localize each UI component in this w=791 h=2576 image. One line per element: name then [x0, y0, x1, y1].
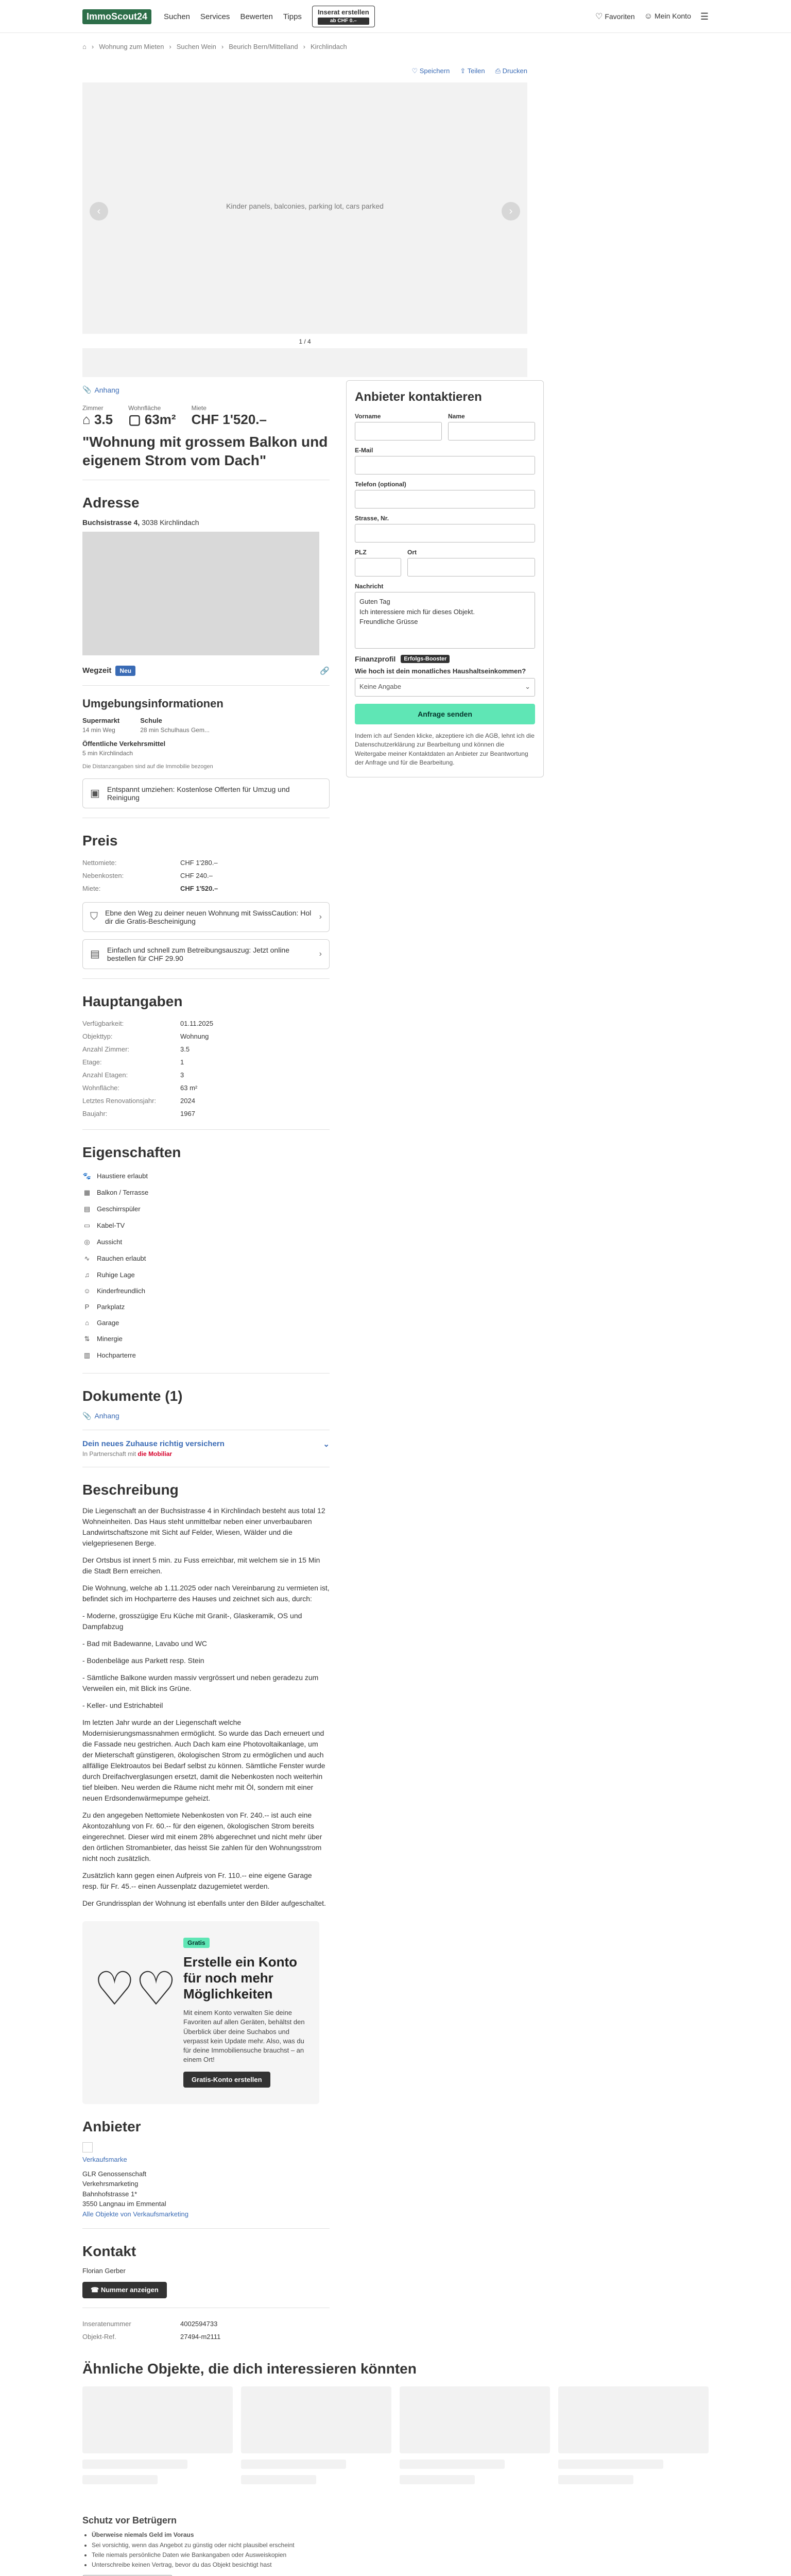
smoking-icon: ∿: [84, 1254, 90, 1262]
insurance-teaser[interactable]: Dein neues Zuhause richtig versichern ⌄ In Partnerschaft mit die Mobiliar: [82, 1439, 330, 1458]
environment-title: Umgebungsinformationen: [82, 697, 223, 710]
chevron-right-icon: ›: [319, 912, 322, 921]
rent-value: CHF 1'520.–: [191, 412, 267, 427]
finance-profile: Finanzprofil Erfolgs-Booster: [355, 655, 535, 663]
send-request-button[interactable]: Anfrage senden: [355, 704, 535, 724]
lastname-input[interactable]: [448, 422, 535, 440]
reference-table: Inseratenummer 4002594733 Objekt-Ref. 27494-m2111: [82, 2320, 221, 2341]
fraud-warning: Schutz vor Betrügern • Überweise niemals Geld im Voraus • Sei vorsichtig, wenn das Angebot zu günstig oder nicht plausibel erscheint • Teile niemals persönliche Daten wie Bankangaben oder Ausweiskopien • Unterschreibe keinen Vertrag, bevor du das Objekt besichtigt hast: [82, 2515, 709, 2576]
paperclip-icon: 📎: [82, 1411, 92, 1420]
description-paragraph: - Bodenbeläge aus Parkett resp. Stein: [82, 1656, 204, 1665]
similar-card[interactable]: [558, 2386, 709, 2484]
description-paragraph: - Sämtliche Balkone wurden massiv vergrössert und neben geradezu zum Verweilen ein, mit Blick ins Grüne.: [82, 1673, 319, 1692]
income-select[interactable]: Keine Angabe ⌄: [355, 678, 535, 697]
nav-services[interactable]: Services: [200, 12, 230, 21]
environment-info: Supermarkt 14 min Weg Schule 28 min Schulhaus Gem...: [82, 716, 210, 734]
description-paragraph: Der Grundrissplan der Wohnung ist ebenfalls unter den Bilder aufgeschaltet.: [82, 1899, 326, 1907]
image-gallery[interactable]: [82, 82, 527, 334]
description-paragraph: - Keller- und Estrichabteil: [82, 1701, 163, 1709]
paw-icon: 🐾: [82, 1172, 92, 1180]
logo[interactable]: ImmoScout24: [82, 9, 151, 24]
child-icon: ☺: [83, 1286, 91, 1295]
home-icon[interactable]: ⌂: [82, 42, 87, 50]
property-item: ⇅ Minergie: [82, 1331, 330, 1347]
favourites-link[interactable]: [595, 11, 635, 22]
property-item: 🐾 Haustiere erlaubt: [82, 1172, 148, 1180]
document-icon: ▤: [90, 948, 100, 960]
property-item: ♫ Ruhige Lage: [82, 1267, 330, 1283]
walk-time: Wegzeit Neu 🔗: [82, 666, 330, 675]
street-input[interactable]: [355, 524, 535, 543]
new-badge: Neu: [115, 666, 135, 676]
shield-icon: ⛉: [90, 911, 98, 923]
contact-form: Anbieter kontaktieren Vorname Name E-Mail Telefon (optional) Strasse, Nr. PLZ Ort Nachricht Guten Tag Ich interessiere mich für dieses Objekt. Freundliche Grüsse Finanzprofil Erfolgs-Booster Wie hoch ist dein monatliches Haushaltseinkommen? Keine Angabe ⌄ Anfrage senden Indem ich auf Senden klicke, akzeptiere ich die AGB, lehnt ich die Datenschutzerklärung zur Bearbeitung und können die Weitergabe meiner Kontaktdaten an Anbieter zur Beantwortung der Anfrage und für die Bearbeitung.: [346, 380, 544, 777]
chevron-right-icon: ›: [319, 949, 322, 958]
breadcrumb-item[interactable]: Wohnung zum Mieten: [99, 42, 164, 50]
area-label: Wohnfläche: [128, 404, 161, 412]
provider-logo: [82, 2142, 93, 2153]
chevron-down-icon: ⌄: [525, 683, 530, 690]
elevator-icon: ⇅: [84, 1334, 90, 1343]
gallery-actions: [82, 60, 527, 82]
contact-name: Florian Gerber: [82, 2267, 126, 2275]
property-item: ◎ Aussicht: [82, 1234, 330, 1250]
header-actions: [595, 11, 709, 22]
breadcrumb-item[interactable]: Suchen Wein: [176, 42, 216, 50]
attachment-link[interactable]: 📎 Anhang: [82, 385, 119, 394]
free-badge: Gratis: [183, 1938, 210, 1948]
rent-label: Miete: [191, 404, 207, 412]
nav-rate[interactable]: Bewerten: [240, 12, 273, 21]
similar-card[interactable]: [400, 2386, 550, 2484]
nav-tips[interactable]: Tipps: [283, 12, 302, 21]
zip-input[interactable]: [355, 558, 401, 577]
gallery-counter: 1 / 4: [299, 338, 311, 345]
address-text: Buchsistrasse 4, 3038 Kirchlindach: [82, 518, 199, 527]
rooms-value: ⌂ 3.5: [82, 412, 113, 427]
document-link[interactable]: 📎 Anhang: [82, 1411, 119, 1420]
chevron-down-icon: ⌄: [323, 1439, 330, 1449]
property-item: ▤ Geschirrspüler: [82, 1201, 330, 1217]
description-paragraph: Zusätzlich kann gegen einen Aufpreis von Fr. 110.-- eine eigene Garage resp. für Fr. 45.-- einen Aussenplatz dazugemietet werden.: [82, 1871, 312, 1890]
thumbnail-bar[interactable]: [82, 348, 527, 377]
moving-box-icon: ▣: [90, 788, 100, 800]
rooms-label: Zimmer: [82, 404, 104, 412]
documents-title: Dokumente (1): [82, 1387, 183, 1404]
account-promo: [82, 1921, 319, 2105]
description-text: [82, 1505, 330, 1909]
description-paragraph: - Moderne, grosszügige Eru Küche mit Granit-, Glaskeramik, OS und Dampfabzug: [82, 1611, 302, 1631]
provider-info: Verkaufsmarke GLR Genossenschaft Verkehrsmarketing Bahnhofstrasse 1* 3550 Langnau im Emmental Alle Objekte von Verkaufsmarketing: [82, 2142, 330, 2219]
link-icon[interactable]: 🔗: [320, 666, 330, 675]
description-title: Beschreibung: [82, 1481, 179, 1498]
description-paragraph: Im letzten Jahr wurde an der Liegenschaft welche Modernisierungsmassnahmen ermöglicht. So wurde das Dach erneuert und die Fassade neu gestrichen. Auch Dach kam eine Photovoltaikanlage, um der Mieterschaft günstigeren, ökologischen Strom zu ermöglichen und auch allfällige Elektroautos bei Bedarf selbst zu können. Sämtliche Fenster wurde durch Dreifachverglasungen ersetzt, damit die Nebenkosten noch weiterhin tief bleiben. Neu werden die Räume nicht mehr mit Öl, sondern mit einer neuen Erdsondenwärmepumpe geheizt.: [82, 1718, 325, 1802]
phone-input[interactable]: [355, 490, 535, 509]
property-item: ▦ Balkon / Terrasse: [82, 1184, 330, 1201]
contact-sidebar: [346, 380, 544, 777]
property-item: ▭ Kabel-TV: [82, 1217, 330, 1234]
create-listing-label: Inserat erstellen: [317, 8, 369, 16]
moving-offer-card[interactable]: ▣ Entspannt umziehen: Kostenlose Offerten für Umzug und Reinigung: [82, 778, 330, 808]
create-account-button[interactable]: Gratis-Konto erstellen: [183, 2072, 270, 2088]
parking-icon: P: [84, 1302, 90, 1311]
account-label: Mein Konto: [655, 12, 691, 20]
main-info-title: Hauptangaben: [82, 993, 183, 1009]
description-paragraph: Zu den angegeben Nettomiete Nebenkosten von Fr. 240.-- ist auch eine Akontozahlung von Fr. 60.-- für den eigenen, ökologischen Strom bereits eingerechnet. Dieser wird mit einem 28% abgerechnet und nicht mehr über den örtlichen Stromanbieter, das heisst Sie zahlen für den Wohnungsstrom nicht noch zusätzlich.: [82, 1810, 322, 1862]
similar-card[interactable]: [82, 2386, 233, 2484]
main-nav: [164, 12, 302, 21]
city-input[interactable]: [407, 558, 535, 577]
property-item: ☺ Kinderfreundlich: [82, 1283, 330, 1299]
firstname-input[interactable]: [355, 422, 442, 440]
environment-note: Die Distanzangaben sind auf die Immobilie bezogen: [82, 763, 213, 770]
address-title: Adresse: [82, 494, 140, 511]
paperclip-icon: 📎: [82, 385, 92, 394]
key-facts: [82, 404, 330, 428]
account-link[interactable]: [644, 12, 691, 21]
create-listing-button[interactable]: [312, 6, 375, 27]
swisscaution-card[interactable]: ⛉ Ebne den Weg zu deiner neuen Wohnung mit SwissCaution: Hol dir die Gratis-Bescheinigung ›: [82, 902, 330, 932]
description-paragraph: - Bad mit Badewanne, Lavabo und WC: [82, 1639, 208, 1648]
building-icon: ▥: [83, 1351, 91, 1359]
message-textarea[interactable]: Guten Tag Ich interessiere mich für dieses Objekt. Freundliche Grüsse: [355, 592, 535, 649]
show-number-button[interactable]: ☎ Nummer anzeigen: [82, 2282, 167, 2298]
similar-card[interactable]: [241, 2386, 391, 2484]
main-info-table: Verfügbarkeit: 01.11.2025 Objekttyp: Wohnung Anzahl Zimmer: 3.5 Etage: 1 Anzahl Etagen: 3 Wohnfläche: 63 m² Letztes Renovationsjahr: 2024 Baujahr: 1967: [82, 1019, 214, 1117]
provider-listings-link[interactable]: Alle Objekte von Verkaufsmarketing: [82, 2210, 188, 2218]
balcony-icon: ▦: [83, 1188, 91, 1196]
property-item: ∿ Rauchen erlaubt: [82, 1250, 330, 1267]
similar-list: [82, 2386, 709, 2484]
print-button[interactable]: ⎙ Drucken: [495, 67, 527, 75]
view-icon: ◎: [84, 1238, 90, 1246]
gallery-prev-button[interactable]: ‹: [90, 202, 108, 221]
email-input[interactable]: [355, 456, 535, 474]
dishwasher-icon: ▤: [83, 1205, 91, 1213]
price-table: Nettomiete: CHF 1'280.– Nebenkosten: CHF 240.– Miete: CHF 1'520.–: [82, 858, 218, 892]
tv-icon: ▭: [83, 1221, 91, 1229]
income-question: Wie hoch ist dein monatliches Haushaltseinkommen?: [355, 667, 526, 675]
share-button[interactable]: ⇪ Teilen: [460, 67, 485, 75]
contact-title: Kontakt: [82, 2243, 136, 2260]
map[interactable]: [82, 532, 319, 655]
garage-icon: ⌂: [85, 1318, 89, 1327]
properties-title: Eigenschaften: [82, 1144, 181, 1160]
price-title: Preis: [82, 832, 118, 849]
heart-icon: ♡: [595, 12, 603, 21]
gallery-image-alt: Kinder panels, balconies, parking lot, cars parked: [226, 202, 384, 210]
property-item: ▥ Hochparterre: [82, 1347, 330, 1364]
area-value: ▢ 63m²: [128, 412, 176, 427]
save-button[interactable]: ♡ Speichern: [411, 67, 450, 75]
provider-title: Anbieter: [82, 2119, 141, 2135]
quiet-icon: ♫: [84, 1270, 90, 1279]
description-paragraph: Die Wohnung, welche ab 1.11.2025 oder nach Vereinbarung zu vermieten ist, befindet sich im Hochparterre des Hauses und zeichnet sich aus, durch:: [82, 1583, 330, 1603]
listing-title: "Wohnung mit grossem Balkon und eigenem Strom vom Dach": [82, 434, 328, 469]
create-listing-price: ab CHF 0.–: [318, 18, 369, 25]
booster-badge: Erfolgs-Booster: [401, 655, 450, 663]
hearts-illustration: ♡♡: [94, 1963, 177, 2015]
menu-icon[interactable]: ☰: [700, 11, 709, 22]
property-item: P Parkplatz: [82, 1299, 330, 1315]
breadcrumb-item[interactable]: Kirchlindach: [310, 42, 347, 50]
contact-form-title: Anbieter kontaktieren: [355, 390, 482, 404]
promo-title: Erstelle ein Konto für noch mehr Möglichkeiten: [183, 1954, 298, 2002]
description-paragraph: Der Ortsbus ist innert 5 min. zu Fuss erreichbar, mit welchem sie in 15 Min die Stadt Bern erreichen.: [82, 1555, 320, 1575]
favourites-label: Favoriten: [605, 12, 635, 21]
nav-search[interactable]: Suchen: [164, 12, 190, 21]
breadcrumb-item[interactable]: Beurich Bern/Mittelland: [229, 42, 298, 50]
properties-list: [82, 1168, 330, 1364]
promo-text: Mit einem Konto verwalten Sie deine Favoriten auf allen Geräten, behältst den Überblick über deine Suchabos und verpasst kein Update mehr. Also, was du für deine Immobiliensuche brauchst – an einem Ort!: [183, 2009, 305, 2064]
property-item: ⌂ Garage: [82, 1315, 330, 1331]
gallery-next-button[interactable]: ›: [502, 202, 520, 221]
breadcrumb: ⌂ › Wohnung zum Mieten › Suchen Wein › Beurich Bern/Mittelland › Kirchlindach: [82, 42, 347, 50]
user-icon: ☺: [644, 12, 653, 21]
similar-title: Ähnliche Objekte, die dich interessieren könnten: [82, 2361, 417, 2377]
main-column: 📎 Anhang Zimmer ⌂ 3.5 Wohnfläche ▢ 63m² Miete CHF 1'520.– "Wohnung mit grossem Balkon und eigenem Strom vom Dach" Adresse Buchsistrasse 4, 3038 Kirchlindach Wegzeit Neu 🔗 Umgebungsinformationen Supermarkt 14 min Weg Schule 28 min Schulhaus Gem... Öffentliche Verkehrsmittel 5 min Kirchlindach Die Distanzangaben sind auf die Immobilie bezogen ▣ Entspannt umziehen: Kostenlose Offerten für Umzug und Reinigung Preis Nettomiete: CHF 1'280.– Nebenkosten: CHF 240.– Miete: CHF 1'520.– ⛉ Ebne den Weg zu deiner neuen Wohnung mit SwissCaution: Hol dir die Gratis-Bescheinigung › ▤ Einfach und schnell zum Betreibungsauszug: Jetzt online bestellen für CHF 29.90 › Hauptangaben Verfügbarkeit: 01.11.2025 Objekttyp: Wohnung Anzahl Zimmer: 3.5 Etage: 1 Anzahl Etagen: 3 Wohnfläche: 63 m² Letztes Renovationsjahr: 2024 Baujahr: 1967 Eigenschaften 🐾 Haustiere erlaubt ▦ Balkon / Terrasse ▤ Geschirrspüler ▭ Kabel-TV ◎ Aussicht ∿ Rauchen erlaubt ♫ Ruhige Lage ☺ Kinderfreundlich P Parkplatz ⌂ Garage ⇅ Minergie ▥ Hochparterre Dokumente (1) 📎 Anhang Dein neues Zuhause richtig versichern ⌄ In Partnerschaft mit die Mobiliar Beschreibung Die Liegenschaft an der Buchsistrasse 4 in Kirchlindach besteht aus total 12 Wohneinheiten. Das Haus steht unmittelbar neben einer unverbaubaren Landwirtschaftszone mit Sicht auf Felder, Wiesen, Wälder und die vielgepriesenen Berge. Der Ortsbus ist innert 5 min. zu Fuss erreichbar, mit welchem sie in 15 Min die Stadt Bern erreichen. Die Wohnung, welche ab 1.11.2025 oder nach Vereinbarung zu vermieten ist, befindet sich im Hochparterre des Hauses und zeichnet sich aus, durch: - Moderne, grosszügige Eru Küche mit Granit-, Glaskeramik, OS und Dampfabzug - Bad mit Badewanne, Lavabo und WC - Bodenbeläge aus Parkett resp. Stein - Sämtliche Balkone wurden massiv vergrössert und neben geradezu zum Verweilen ein, mit Blick ins Grüne. - Keller- und Estrichabteil Im letzten Jahr wurde an der Liegenschaft welche Modernisierungsmassnahmen ermöglicht. So wurde das Dach erneuert und die Fassade neu gestrichen. Auch Dach kam eine Photovoltaikanlage, um der Mieterschaft günstigeren, ökologischen Strom zu ermöglichen und auch allfällige Elektroautos bei Bedarf selbst zu können. Sämtliche Fenster wurde durch Dreifachverglasungen ersetzt, damit die Nebenkosten noch weiterhin tief bleiben. Neu werden die Räume nicht mehr mit Öl, sondern mit einer neuen Erdsondenwärmepumpe geheizt. Zu den angegeben Nettomiete Nebenkosten von Fr. 240.-- ist auch eine Akontozahlung von Fr. 60.-- für den eigenen, ökologischen Strom bereits eingerechnet. Dieser wird mit einem 28% abgerechnet und nicht mehr über den örtlichen Stromanbieter, das heisst Sie zahlen für den Wohnungsstrom nicht noch zusätzlich. Zusätzlich kann gegen einen Aufpreis von Fr. 110.-- eine eigene Garage resp. für Fr. 45.-- einen Aussenplatz dazugemietet werden. Der Grundrissplan der Wohnung ist ebenfalls unter den Bilder aufgeschaltet. ♡♡ Gratis Erstelle ein Konto für noch mehr Möglichkeiten Mit einem Konto verwalten Sie deine Favoriten auf allen Geräten, behältst den Überblick über deine Suchabos und verpasst kein Update mehr. Also, was du für deine Immobiliensuche brauchst – an einem Ort! Gratis-Konto erstellen Anbieter Verkaufsmarke GLR Genossenschaft Verkehrsmarketing Bahnhofstrasse 1* 3550 Langnau im Emmental Alle Objekte von Verkaufsmarketing Kontakt Florian Gerber ☎ Nummer anzeigen Inseratenummer 4002594733 Objekt-Ref. 27494-m2111: [82, 380, 330, 2345]
description-paragraph: Die Liegenschaft an der Buchsistrasse 4 in Kirchlindach besteht aus total 12 Wohneinheiten. Das Haus steht unmittelbar neben einer unverbaubaren Landwirtschaftszone mit Sicht auf Felder, Wiesen, Wälder und die vielgepriesenen Berge.: [82, 1506, 325, 1547]
debt-extract-card[interactable]: ▤ Einfach und schnell zum Betreibungsauszug: Jetzt online bestellen für CHF 29.90 ›: [82, 939, 330, 969]
form-legal-note: Indem ich auf Senden klicke, akzeptiere ich die AGB, lehnt ich die Datenschutzerklärung zur Bearbeitung und können die Weitergabe meiner Kontaktdaten an Anbieter zur Beantwortung der Anfrage und für die Bearbeitung.: [355, 732, 535, 767]
top-bar: [0, 0, 791, 33]
